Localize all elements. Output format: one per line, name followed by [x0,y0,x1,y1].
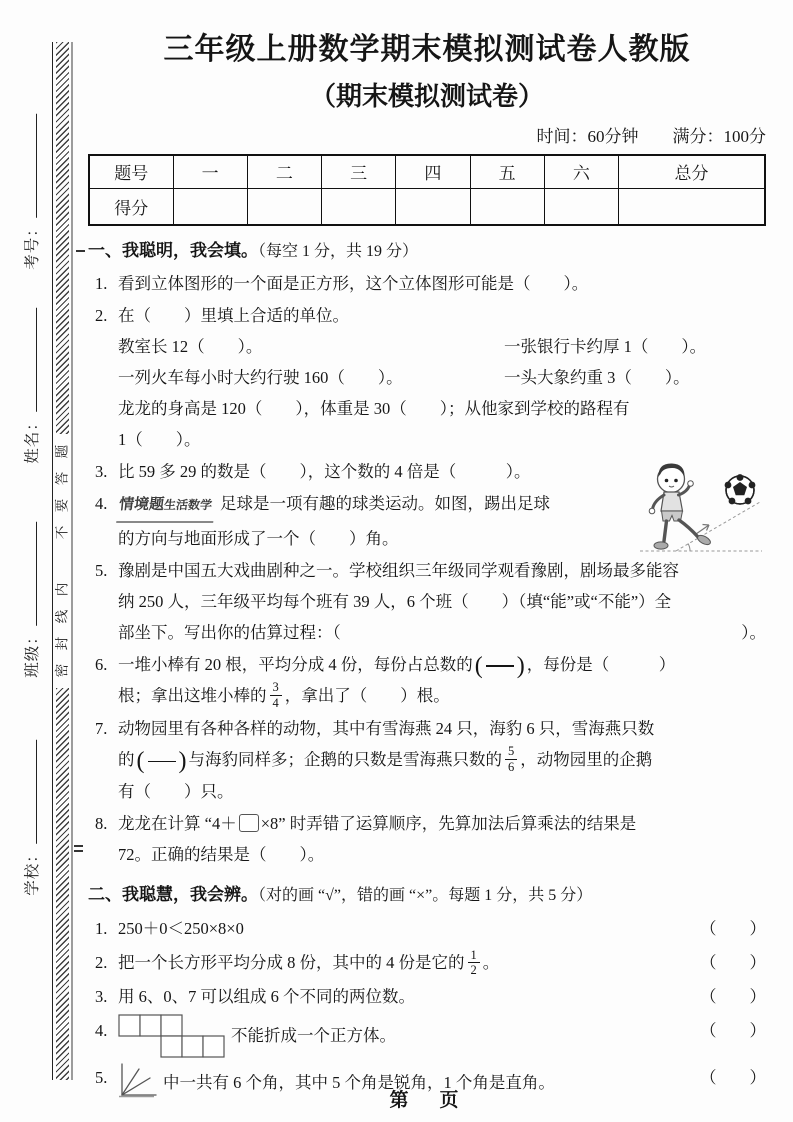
badge-sublabel: 生活数学 [163,498,213,512]
page-number-label: 第 页 [389,1090,465,1111]
question-number: 8. [95,814,108,834]
question-text: ）。 [741,623,766,642]
fold-mark [74,845,83,847]
question-body [118,808,766,870]
score-table-cell: 题号 [89,155,173,188]
score-table-cell: 六 [544,155,618,188]
question-text: 根；拿出这堆小棒的 [118,686,267,705]
paren: ) [178,748,187,775]
question-line: 动物园里有各种各样的动物，其中有雪海燕 24 只，海豹 6 只，雪海燕只数 [118,719,655,739]
score-table-cell: 四 [396,155,470,188]
seal-char: 题 [54,444,70,459]
seal-char: 密 [54,663,70,678]
school-field [20,740,42,896]
sub-item: 一列火车每小时大约行驶 160（ ）。 [118,368,403,387]
tf-item-3 [88,980,766,1013]
badge-label: 情境题 [118,497,165,513]
seal-char: 不 [54,525,70,540]
question-number: 4. [95,494,108,513]
seal-char: 答 [54,471,70,486]
name-label: 姓名： [24,414,41,464]
question-line [118,680,766,712]
denominator: 4 [270,695,282,710]
question-number: 7. [95,719,108,739]
sub-item: 教室长 12（ ）。 [118,337,263,356]
name-field [20,308,42,464]
question-line: 龙龙的身高是 120（ ），体重是 30（ ）；从他家到学校的路程有 [118,399,630,418]
question-text: 在（ ）里填上合适的单位。 [118,306,349,325]
seal-char: 要 [54,498,70,513]
score-table-cell: 总分 [619,155,766,188]
question-body [118,649,766,712]
question-line [118,649,766,680]
answer-brackets: （ ） [700,1021,766,1041]
question-number: 5. [95,1068,108,1088]
question-number: 1. [95,919,108,939]
sub-item: 一张银行卡约厚 1（ ）。 [504,337,707,356]
denominator: 6 [505,759,517,774]
question-2 [88,300,766,455]
empty-number-box [239,814,259,832]
denominator: 2 [468,962,480,977]
paper-body [88,24,766,1099]
question-line: 的方向与地面形成了一个（ ）角。 [118,529,399,548]
fraction-one-half [468,948,480,978]
paper-subtitle: （期末模拟测试卷） [309,81,544,111]
section-heading: 一、我聪明，我会填。 [88,241,258,260]
question-number: 3. [95,462,108,481]
tf-item-1 [88,912,766,945]
statement-text: 。 [482,953,500,973]
answer-brackets: （ ） [700,987,766,1007]
question-line: 纳 250 人，三年级平均每个班有 39 人，6 个班（ ）（填“能”或“不能”）全 [118,592,672,611]
score-table-score-row [89,188,765,225]
seal-line-strip [52,42,73,1080]
fold-mark [76,250,85,252]
score-table-header-row [89,155,765,188]
question-text: 比 59 多 29 的数是（ ），这个数的 4 倍是（ ）。 [118,462,531,481]
seal-char: 封 [54,636,70,651]
question-4 [88,488,766,554]
question-line: 豫剧是中国五大戏曲剧种之一。学校组织三年级同学观看豫剧，剧场最多能容 [118,561,679,580]
paren: ( [136,748,145,775]
section-1-heading [88,235,766,267]
statement: 用 6、0、7 可以组成 6 个不同的两位数。 [118,987,415,1007]
question-6 [88,649,766,712]
question-line: 有（ ）只。 [118,782,234,802]
question-line [118,362,766,393]
statement: 250＋0＜250×8×0 [118,919,244,939]
numerator: 1 [470,947,477,962]
question-7 [88,713,766,807]
class-label: 班级： [24,628,41,678]
score-table [88,154,766,226]
score-table-cell: 一 [173,155,247,188]
blank-line [34,740,37,844]
seal-char: 线 [54,609,70,624]
question-8 [88,808,766,870]
score-entry-cell [544,188,618,225]
cube-net-figure [118,1014,228,1060]
question-line [118,808,766,839]
context-topic-badge [116,488,217,523]
question-line [118,617,766,648]
numerator: 3 [272,680,279,695]
question-text: 看到立体图形的一个面是正方形，这个立体图形可能是（ ）。 [118,274,589,293]
question-line: 1（ ）。 [118,430,201,449]
question-text: ，每份是（ ） [526,655,676,674]
statement [118,1014,694,1060]
hatch-marks [56,42,69,434]
blank-line [34,308,37,412]
fraction-bar [148,761,176,763]
paren: ) [516,653,525,680]
question-text: 足球是一项有趣的球类运动。如图，踢出足球 [220,494,551,513]
question-text: 一堆小棒有 20 根，平均分成 4 份，每份占总数的 [118,655,473,674]
statement-text: 不能折成一个正方体。 [231,1026,396,1046]
question-number: 2. [95,953,108,973]
question-line [118,331,766,362]
fraction-bar [486,665,514,667]
score-entry-cell [396,188,470,225]
question-body [118,300,766,455]
score-entry-cell [619,188,766,225]
score-entry-cell [322,188,396,225]
question-text: 的 [118,750,135,770]
score-label-cell: 得分 [89,188,173,225]
statement-text: 中一共有 6 个角，其中 5 个角是锐角，1 个角是直角。 [163,1073,555,1093]
numerator: 5 [508,744,515,759]
answer-brackets: （ ） [700,919,766,939]
question-number: 4. [95,1021,108,1041]
class-field [20,522,42,678]
school-label: 学校： [24,846,41,896]
seal-line-text [55,434,69,688]
score-entry-cell [173,188,247,225]
score-entry-cell [247,188,321,225]
answer-brackets: （ ） [700,953,766,973]
question-text: ×8” 时弄错了运算顺序，先算加法后算乘法的结果是 [260,814,637,834]
time-limit: 时间：60分钟 [536,127,639,146]
question-1 [88,268,766,299]
exam-number-field [20,114,42,270]
paren: ( [474,653,483,680]
score-table-cell: 二 [247,155,321,188]
question-line: 72。正确的结果是（ ）。 [118,845,325,865]
exam-meta [88,122,766,147]
tf-item-2 [88,946,766,979]
soccer-kick-figure [636,452,766,562]
question-number: 3. [95,987,108,1007]
question-line [118,488,636,523]
fraction-five-sixths [505,744,517,774]
section-note: （每空 1 分，共 19 分） [258,243,419,260]
blank-line [34,522,37,626]
fold-mark [74,850,83,852]
exam-number-label: 考号： [24,220,41,270]
question-5 [88,555,766,648]
question-text: ，动物园里的企鹅 [520,750,653,770]
question-number: 6. [95,655,108,674]
question-line [118,744,766,776]
blank-fraction [475,654,525,678]
score-entry-cell [470,188,544,225]
answer-brackets: （ ） [700,1068,766,1088]
score-table-cell: 三 [322,155,396,188]
question-number: 2. [95,306,108,325]
question-text: 龙龙在计算 “4＋ [118,814,237,834]
question-number: 1. [95,274,108,293]
section-2-heading [88,879,766,911]
question-number: 5. [95,561,108,580]
sub-item: 一头大象约重 3（ ）。 [504,368,690,387]
question-body [118,713,766,807]
statement-text: 把一个长方形平均分成 8 份，其中的 4 份是它的 [118,953,465,973]
section-heading: 二、我聪慧，我会辨。 [88,885,258,905]
statement [118,946,694,979]
question-text: 部坐下。写出你的估算过程：（ [118,623,341,642]
question-body [118,555,766,648]
answer-blank-space [341,617,742,648]
question-text: ，拿出了（ ）根。 [284,686,450,705]
tf-item-4 [88,1014,766,1060]
section-note: （对的画 “√”，错的画 “×”。每题 1 分，共 5 分） [258,887,593,905]
paper-title: 三年级上册数学期末模拟测试卷人教版 [163,33,691,66]
score-table-cell: 五 [470,155,544,188]
fraction-three-fourths [270,680,282,710]
full-score: 满分：100分 [672,127,766,146]
blank-line [34,114,37,218]
seal-char: 内 [54,582,70,597]
blank-fraction [137,749,187,773]
question-text: 与海豹同样多；企鹅的只数是雪海燕只数的 [188,750,502,770]
hatch-marks [56,688,69,1080]
